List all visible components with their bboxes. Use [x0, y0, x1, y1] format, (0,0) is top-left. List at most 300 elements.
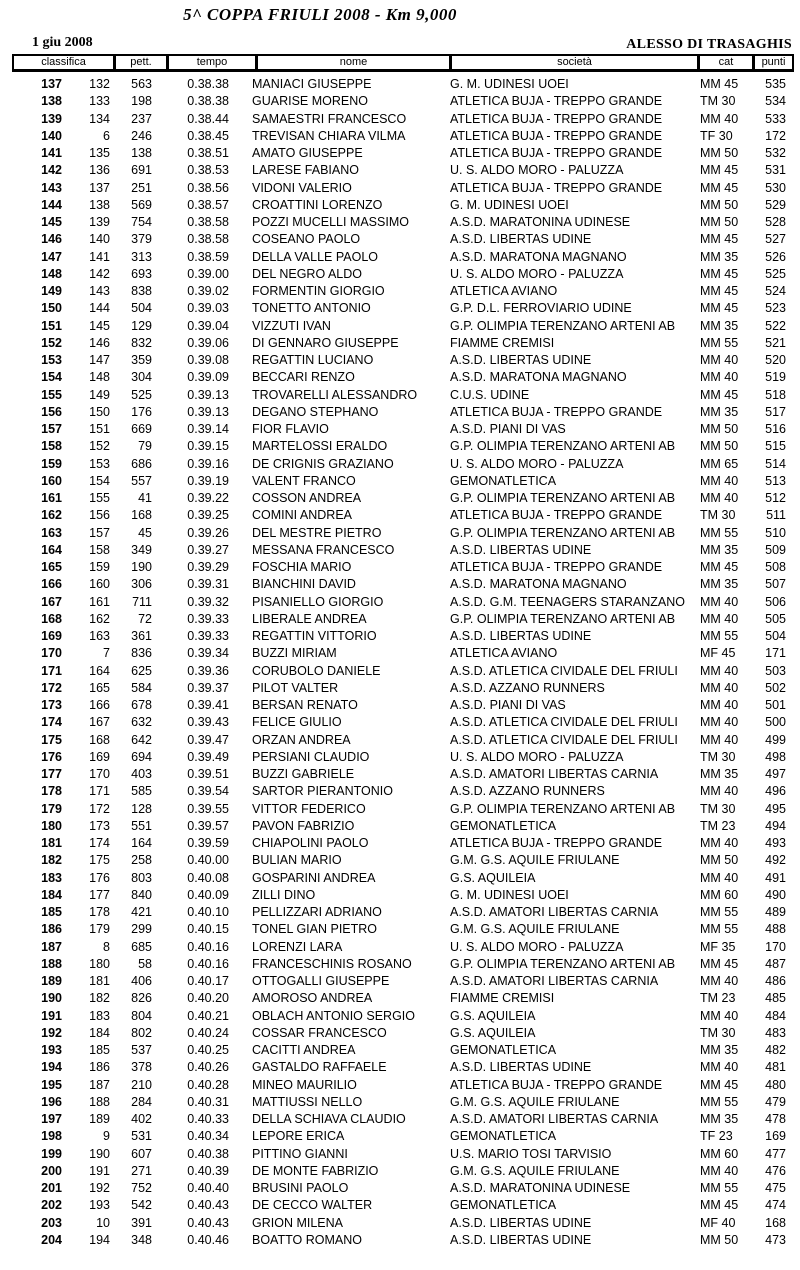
overall-rank: 196 — [41, 1094, 62, 1109]
gender-rank: 143 — [89, 284, 110, 298]
gender-rank: 8 — [103, 939, 110, 954]
bib-number: 542 — [131, 1198, 152, 1213]
bib-number: 836 — [131, 646, 152, 661]
category: MM 45 — [700, 560, 739, 574]
athlete-name: SAMAESTRI FRANCESCO — [252, 111, 407, 126]
club-name: A.S.D. AMATORI LIBERTAS CARNIA — [450, 905, 659, 919]
points: 492 — [765, 853, 786, 868]
points: 530 — [765, 180, 786, 195]
points: 473 — [765, 1232, 786, 1247]
overall-rank: 179 — [41, 801, 62, 816]
table-row — [0, 214, 800, 231]
bib-number: 348 — [131, 1232, 152, 1247]
category: MM 35 — [700, 318, 739, 333]
gender-rank: 155 — [89, 491, 110, 505]
points: 528 — [765, 215, 786, 229]
bib-number: 563 — [131, 77, 152, 91]
club-name: G. M. UDINESI UOEI — [450, 197, 569, 212]
athlete-name: REGATTIN VITTORIO — [252, 629, 377, 643]
table-row — [0, 1146, 800, 1163]
bib-number: 607 — [131, 1146, 152, 1161]
points: 506 — [765, 594, 786, 609]
table-row — [0, 111, 800, 128]
club-name: A.S.D. PIANI DI VAS — [450, 422, 566, 436]
category: MM 40 — [700, 594, 739, 609]
category: TM 30 — [700, 508, 736, 523]
finish-time: 0.39.54 — [187, 784, 229, 799]
gender-rank: 177 — [89, 887, 110, 902]
category: MM 40 — [700, 370, 739, 385]
table-row — [0, 421, 800, 438]
gender-rank: 144 — [89, 301, 110, 316]
points: 489 — [765, 905, 786, 919]
category: MM 50 — [700, 197, 739, 212]
table-row — [0, 783, 800, 800]
category: MM 45 — [700, 1077, 739, 1092]
finish-time: 0.40.43 — [187, 1198, 229, 1213]
athlete-name: COMINI ANDREA — [252, 508, 353, 523]
club-name: A.S.D. AMATORI LIBERTAS CARNIA — [450, 767, 659, 781]
bib-number: 210 — [131, 1077, 152, 1092]
category: MM 50 — [700, 422, 739, 436]
bib-number: 168 — [131, 508, 152, 523]
bib-number: 164 — [131, 836, 152, 850]
gender-rank: 182 — [89, 991, 110, 1006]
points: 519 — [765, 370, 786, 385]
overall-rank: 168 — [41, 611, 62, 626]
points: 515 — [765, 439, 786, 454]
points: 487 — [765, 956, 786, 971]
table-row — [0, 404, 800, 421]
gender-rank: 161 — [89, 594, 110, 609]
category: TM 30 — [700, 749, 736, 764]
table-row — [0, 1025, 800, 1042]
overall-rank: 164 — [41, 542, 62, 557]
athlete-name: BERSAN RENATO — [252, 698, 358, 712]
gender-rank: 9 — [103, 1129, 110, 1144]
bib-number: 237 — [131, 111, 152, 126]
finish-time: 0.39.33 — [187, 629, 229, 643]
category: MM 65 — [700, 456, 739, 471]
athlete-name: MESSANA FRANCESCO — [252, 542, 395, 557]
gender-rank: 194 — [89, 1232, 110, 1247]
club-name: A.S.D. LIBERTAS UDINE — [450, 542, 592, 557]
table-row — [0, 525, 800, 542]
overall-rank: 204 — [41, 1232, 62, 1247]
gender-rank: 156 — [89, 508, 110, 523]
results-table — [0, 76, 800, 1249]
bib-number: 138 — [131, 146, 152, 160]
club-name: U. S. ALDO MORO - PALUZZA — [450, 749, 624, 764]
bib-number: 79 — [138, 439, 152, 454]
club-name: G.P. OLIMPIA TERENZANO ARTENI AB — [450, 801, 676, 816]
bib-number: 752 — [131, 1181, 152, 1195]
table-row — [0, 318, 800, 335]
athlete-name: MARTELOSSI ERALDO — [252, 439, 388, 454]
table-row — [0, 266, 800, 283]
gender-rank: 145 — [89, 318, 110, 333]
gender-rank: 132 — [89, 77, 110, 91]
club-name: U. S. ALDO MORO - PALUZZA — [450, 163, 624, 178]
category: MM 55 — [700, 922, 739, 937]
athlete-name: COSSON ANDREA — [252, 491, 362, 505]
club-name: A.S.D. LIBERTAS UDINE — [450, 353, 592, 367]
athlete-name: DEGANO STEPHANO — [252, 404, 379, 419]
finish-time: 0.39.19 — [187, 473, 229, 488]
points: 168 — [765, 1215, 786, 1230]
table-row — [0, 714, 800, 731]
overall-rank: 192 — [41, 1025, 62, 1040]
bib-number: 379 — [131, 232, 152, 247]
bib-number: 537 — [131, 1043, 152, 1057]
overall-rank: 181 — [41, 836, 62, 850]
bib-number: 504 — [131, 301, 152, 316]
club-name: G.P. OLIMPIA TERENZANO ARTENI AB — [450, 439, 676, 454]
points: 512 — [765, 491, 786, 505]
category: MM 40 — [700, 715, 739, 730]
overall-rank: 147 — [41, 249, 62, 264]
overall-rank: 173 — [41, 698, 62, 712]
athlete-name: MANIACI GIUSEPPE — [252, 77, 372, 91]
athlete-name: PILOT VALTER — [252, 680, 339, 695]
points: 484 — [765, 1008, 786, 1023]
table-row — [0, 887, 800, 904]
athlete-name: BULIAN MARIO — [252, 853, 342, 868]
club-name: A.S.D. MARATONA MAGNANO — [450, 249, 627, 264]
overall-rank: 184 — [41, 887, 62, 902]
overall-rank: 178 — [41, 784, 62, 799]
athlete-name: DE CRIGNIS GRAZIANO — [252, 456, 394, 471]
table-row — [0, 732, 800, 749]
gender-rank: 6 — [103, 128, 110, 143]
overall-rank: 151 — [41, 318, 62, 333]
athlete-name: PERSIANI CLAUDIO — [252, 749, 370, 764]
gender-rank: 170 — [89, 767, 110, 781]
finish-time: 0.39.14 — [187, 422, 229, 436]
finish-time: 0.38.38 — [187, 77, 229, 91]
gender-rank: 191 — [89, 1163, 110, 1178]
gender-rank: 181 — [89, 974, 110, 988]
overall-rank: 197 — [41, 1112, 62, 1126]
gender-rank: 138 — [89, 197, 110, 212]
finish-time: 0.39.09 — [187, 370, 229, 385]
table-row — [0, 1128, 800, 1145]
club-name: A.S.D. LIBERTAS UDINE — [450, 1060, 592, 1075]
points: 531 — [765, 163, 786, 178]
table-row — [0, 490, 800, 507]
club-name: GEMONATLETICA — [450, 1198, 557, 1213]
finish-time: 0.39.37 — [187, 680, 229, 695]
table-row — [0, 1059, 800, 1076]
finish-time: 0.40.20 — [187, 991, 229, 1006]
points: 518 — [765, 387, 786, 402]
athlete-name: DE MONTE FABRIZIO — [252, 1163, 379, 1178]
table-row — [0, 438, 800, 455]
athlete-name: LORENZI LARA — [252, 939, 343, 954]
athlete-name: ZILLI DINO — [252, 887, 316, 902]
points: 509 — [765, 542, 786, 557]
category: MM 45 — [700, 77, 739, 91]
finish-time: 0.39.22 — [187, 491, 229, 505]
category: MM 50 — [700, 146, 739, 160]
gender-rank: 151 — [89, 422, 110, 436]
points: 513 — [765, 473, 786, 488]
table-row — [0, 162, 800, 179]
table-row — [0, 576, 800, 593]
points: 529 — [765, 197, 786, 212]
points: 475 — [765, 1181, 786, 1195]
club-name: G.S. AQUILEIA — [450, 1025, 536, 1040]
athlete-name: OBLACH ANTONIO SERGIO — [252, 1008, 416, 1023]
bib-number: 569 — [131, 197, 152, 212]
gender-rank: 153 — [89, 456, 110, 471]
category: MM 35 — [700, 1043, 739, 1057]
bib-number: 378 — [131, 1060, 152, 1075]
bib-number: 803 — [131, 870, 152, 885]
athlete-name: CACITTI ANDREA — [252, 1043, 356, 1057]
gender-rank: 190 — [89, 1146, 110, 1161]
athlete-name: PISANIELLO GIORGIO — [252, 594, 384, 609]
category: MM 35 — [700, 767, 739, 781]
club-name: GEMONATLETICA — [450, 1129, 557, 1144]
finish-time: 0.39.15 — [187, 439, 229, 454]
table-row — [0, 197, 800, 214]
points: 171 — [765, 646, 786, 661]
athlete-name: DE CECCO WALTER — [252, 1198, 373, 1213]
overall-rank: 198 — [41, 1129, 62, 1144]
points: 499 — [765, 732, 786, 747]
category: MM 50 — [700, 215, 739, 229]
athlete-name: VIDONI VALERIO — [252, 180, 352, 195]
overall-rank: 142 — [41, 163, 62, 178]
bib-number: 711 — [132, 594, 152, 609]
points: 497 — [765, 767, 786, 781]
finish-time: 0.40.17 — [187, 974, 229, 988]
table-row — [0, 1197, 800, 1214]
table-row — [0, 645, 800, 662]
bib-number: 694 — [131, 749, 152, 764]
bib-number: 678 — [131, 698, 152, 712]
category: TF 23 — [700, 1129, 733, 1144]
club-name: GEMONATLETICA — [450, 1043, 557, 1057]
gender-rank: 165 — [89, 680, 110, 695]
gender-rank: 172 — [89, 801, 110, 816]
overall-rank: 199 — [41, 1146, 62, 1161]
club-name: FIAMME CREMISI — [450, 335, 555, 350]
category: MF 45 — [700, 646, 736, 661]
points: 169 — [765, 1129, 786, 1144]
gender-rank: 139 — [89, 215, 110, 229]
bib-number: 304 — [131, 370, 152, 385]
category: MM 50 — [700, 1232, 739, 1247]
overall-rank: 154 — [41, 370, 62, 385]
club-name: G.M. G.S. AQUILE FRIULANE — [450, 922, 620, 937]
finish-time: 0.39.41 — [187, 698, 229, 712]
table-row — [0, 921, 800, 938]
bib-number: 313 — [131, 249, 152, 264]
points: 490 — [765, 887, 786, 902]
gender-rank: 7 — [103, 646, 110, 661]
club-name: A.S.D. AMATORI LIBERTAS CARNIA — [450, 974, 659, 988]
table-row — [0, 145, 800, 162]
club-name: G.M. G.S. AQUILE FRIULANE — [450, 1163, 620, 1178]
points: 516 — [765, 422, 786, 436]
points: 477 — [765, 1146, 786, 1161]
table-row — [0, 939, 800, 956]
points: 170 — [765, 939, 786, 954]
points: 480 — [765, 1077, 786, 1092]
overall-rank: 185 — [41, 905, 62, 919]
gender-rank: 189 — [89, 1112, 110, 1126]
athlete-name: BRUSINI PAOLO — [252, 1181, 349, 1195]
club-name: U. S. ALDO MORO - PALUZZA — [450, 266, 624, 281]
points: 502 — [765, 680, 786, 695]
finish-time: 0.40.15 — [187, 922, 229, 937]
bib-number: 72 — [138, 611, 152, 626]
finish-time: 0.38.45 — [187, 128, 229, 143]
table-row — [0, 369, 800, 386]
athlete-name: DELLA VALLE PAOLO — [252, 249, 378, 264]
table-row — [0, 1163, 800, 1180]
club-name: G. M. UDINESI UOEI — [450, 77, 569, 91]
finish-time: 0.39.32 — [187, 594, 229, 609]
club-name: ATLETICA BUJA - TREPPO GRANDE — [450, 404, 663, 419]
gender-rank: 10 — [96, 1215, 110, 1230]
bib-number: 625 — [131, 663, 152, 678]
finish-time: 0.38.56 — [187, 180, 229, 195]
points: 510 — [765, 525, 786, 540]
table-row — [0, 559, 800, 576]
athlete-name: CHIAPOLINI PAOLO — [252, 836, 369, 850]
category: TM 23 — [700, 991, 736, 1006]
club-name: U. S. ALDO MORO - PALUZZA — [450, 456, 624, 471]
gender-rank: 159 — [89, 560, 110, 574]
table-row — [0, 128, 800, 145]
finish-time: 0.39.57 — [187, 818, 229, 833]
athlete-name: BECCARI RENZO — [252, 370, 355, 385]
overall-rank: 171 — [41, 663, 62, 678]
category: MM 45 — [700, 266, 739, 281]
points: 505 — [765, 611, 786, 626]
category: MM 45 — [700, 180, 739, 195]
category: MM 45 — [700, 301, 739, 316]
finish-time: 0.38.58 — [187, 215, 229, 229]
category: MM 55 — [700, 1181, 739, 1195]
finish-time: 0.40.24 — [187, 1025, 229, 1040]
gender-rank: 162 — [89, 611, 110, 626]
gender-rank: 169 — [89, 749, 110, 764]
table-row — [0, 818, 800, 835]
bib-number: 406 — [131, 974, 152, 988]
club-name: A.S.D. ATLETICA CIVIDALE DEL FRIULI — [450, 715, 678, 730]
gender-rank: 133 — [89, 94, 110, 109]
club-name: A.S.D. ATLETICA CIVIDALE DEL FRIULI — [450, 732, 678, 747]
bib-number: 299 — [131, 922, 152, 937]
bib-number: 669 — [131, 422, 152, 436]
athlete-name: COSSAR FRANCESCO — [252, 1025, 387, 1040]
category: MM 40 — [700, 473, 739, 488]
table-row — [0, 387, 800, 404]
table-row — [0, 335, 800, 352]
category: MM 50 — [700, 439, 739, 454]
bib-number: 584 — [131, 680, 152, 695]
overall-rank: 188 — [41, 956, 62, 971]
overall-rank: 141 — [41, 146, 62, 160]
table-row — [0, 1215, 800, 1232]
finish-time: 0.38.53 — [187, 163, 229, 178]
finish-time: 0.38.57 — [187, 197, 229, 212]
finish-time: 0.40.40 — [187, 1181, 229, 1195]
overall-rank: 161 — [41, 491, 62, 505]
club-name: A.S.D. MARATONA MAGNANO — [450, 577, 627, 592]
points: 532 — [765, 146, 786, 160]
finish-time: 0.40.34 — [187, 1129, 229, 1144]
athlete-name: BUZZI MIRIAM — [252, 646, 337, 661]
athlete-name: GOSPARINI ANDREA — [252, 870, 376, 885]
athlete-name: FRANCESCHINIS ROSANO — [252, 956, 412, 971]
table-row — [0, 300, 800, 317]
gender-rank: 147 — [89, 353, 110, 367]
finish-time: 0.39.59 — [187, 836, 229, 850]
category: MM 60 — [700, 1146, 739, 1161]
points: 503 — [765, 663, 786, 678]
points: 521 — [765, 335, 786, 350]
gender-rank: 183 — [89, 1008, 110, 1023]
bib-number: 391 — [131, 1215, 152, 1230]
overall-rank: 169 — [41, 629, 62, 643]
finish-time: 0.39.08 — [187, 353, 229, 367]
table-row — [0, 249, 800, 266]
club-name: G.P. OLIMPIA TERENZANO ARTENI AB — [450, 318, 676, 333]
finish-time: 0.39.47 — [187, 732, 229, 747]
category: MM 55 — [700, 335, 739, 350]
table-row — [0, 870, 800, 887]
bib-number: 58 — [138, 956, 152, 971]
club-name: A.S.D. AZZANO RUNNERS — [450, 680, 605, 695]
club-name: ATLETICA BUJA - TREPPO GRANDE — [450, 128, 663, 143]
athlete-name: REGATTIN LUCIANO — [252, 353, 374, 367]
finish-time: 0.40.10 — [187, 905, 229, 919]
bib-number: 531 — [131, 1129, 152, 1144]
finish-time: 0.40.39 — [187, 1163, 229, 1178]
overall-rank: 138 — [41, 94, 62, 109]
overall-rank: 190 — [41, 991, 62, 1006]
header-cat: cat — [700, 56, 752, 69]
points: 494 — [765, 818, 786, 833]
overall-rank: 203 — [41, 1215, 62, 1230]
points: 493 — [765, 836, 786, 850]
table-row — [0, 663, 800, 680]
category: MM 45 — [700, 163, 739, 178]
category: MM 40 — [700, 111, 739, 126]
gender-rank: 179 — [89, 922, 110, 937]
points: 520 — [765, 353, 786, 367]
header-tempo: tempo — [169, 56, 255, 69]
points: 496 — [765, 784, 786, 799]
category: TM 30 — [700, 801, 736, 816]
athlete-name: VITTOR FEDERICO — [252, 801, 366, 816]
club-name: GEMONATLETICA — [450, 473, 557, 488]
bib-number: 551 — [131, 818, 152, 833]
gender-rank: 174 — [89, 836, 110, 850]
athlete-name: FIOR FLAVIO — [252, 422, 329, 436]
table-row — [0, 835, 800, 852]
overall-rank: 149 — [41, 284, 62, 298]
table-row — [0, 749, 800, 766]
gender-rank: 160 — [89, 577, 110, 592]
athlete-name: GUARISE MORENO — [252, 94, 368, 109]
athlete-name: BOATTO ROMANO — [252, 1232, 362, 1247]
